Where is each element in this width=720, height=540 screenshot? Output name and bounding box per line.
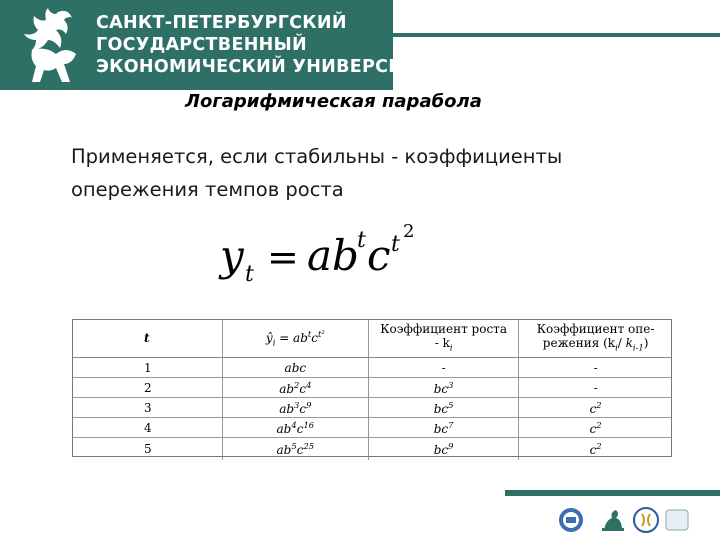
cell-formula: $ab^5c^{25}$ [222,438,368,461]
cell-formula: abc [222,358,368,378]
cell-t: 4 [72,418,222,438]
emblem-icon [634,508,658,532]
formula-log-parabola [215,215,435,290]
cell-t: 2 [72,378,222,398]
cell-lead: - [519,378,672,398]
cell-lead: $c^2$ [519,438,672,461]
header-growth-line2: - k [434,335,450,350]
svg-text:t: t [391,232,400,257]
cell-formula: $ab^3c^9$ [222,398,368,418]
header-t: t [72,319,222,358]
header-rule [393,33,720,37]
table-row [72,398,672,418]
cell-growth: - [369,358,519,378]
university-name-line3: ЭКОНОМИЧЕСКИЙ УНИВЕРСИТЕТ [96,57,440,77]
cell-growth: $bc^9$ [369,438,519,461]
cell-t: 5 [144,442,152,456]
header-formula: $ŷ_i = ab^tc^{t^2}$ [222,319,368,358]
cell-formula: $ab^2c^4$ [222,378,368,398]
table-row [72,358,672,378]
cell-t: 1 [72,358,222,378]
header-lead-line2: режения (k [542,335,616,350]
svg-text:ab: ab [307,231,359,280]
cell-t: 3 [72,398,222,418]
svg-text:c: c [367,231,391,280]
svg-text:t: t [357,228,366,253]
griffin-logo-icon [18,6,88,84]
university-name-line2: ГОСУДАРСТВЕННЫЙ [96,35,307,55]
cell-formula: $ab^4c^{16}$ [222,418,368,438]
svg-text:t: t [245,262,254,287]
header-lead: Коэффициент опе- режения ($k_i/$ $k_{i-1}$) [519,319,672,358]
svg-text:y: y [220,231,244,280]
slide-title: Логарифмическая парабола [185,91,482,112]
table-row [72,438,672,461]
header-lead-line1: Коэффициент опе- [536,321,655,336]
table-row [72,418,672,438]
table-header-row [72,319,672,358]
header [0,0,720,90]
footer-rule [505,490,720,496]
header-growth: Коэффициент роста - $k_i$ [369,319,519,358]
cell-lead: $c^2$ [519,418,672,438]
university-name-line1: САНКТ-ПЕТЕРБУРГСКИЙ [96,13,347,33]
griffin-small-icon [602,510,624,531]
cell-growth: $bc^3$ [369,378,519,398]
slide-text-line2: опережения темпов роста [71,178,344,201]
svg-text:2: 2 [403,221,415,242]
cell-growth: $bc^7$ [369,418,519,438]
university-seal-icon [559,508,583,532]
data-table [72,319,672,460]
svg-text:=: = [267,235,299,279]
cell-lead: - [519,358,672,378]
header-growth-line1: Коэффициент роста [380,321,507,336]
cell-lead: $c^2$ [519,398,672,418]
footer-badges [556,506,716,534]
slide-text-line1: Применяется, если стабильны - коэффициенты [71,145,563,168]
partner-logo-icon [666,510,688,530]
cell-growth: $bc^5$ [369,398,519,418]
table-row [72,378,672,398]
slide-text [71,140,671,206]
university-name [96,12,440,78]
